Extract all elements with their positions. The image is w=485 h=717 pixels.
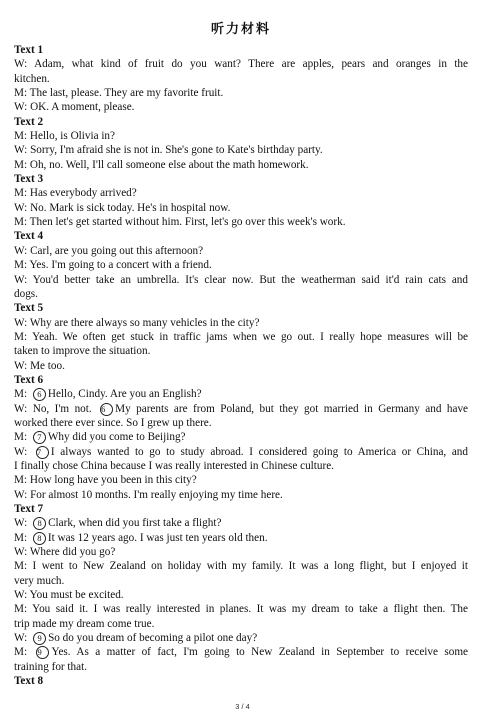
speaker-label: M: bbox=[14, 158, 28, 171]
dialogue-text: Yes. As a matter of fact, I'm going to New Zealand in September to receive some bbox=[51, 646, 468, 659]
transcript-line bbox=[14, 330, 468, 344]
transcript-line bbox=[14, 359, 468, 373]
section-heading bbox=[14, 172, 468, 186]
section-heading-text: Text 2 bbox=[14, 115, 44, 128]
speaker-label: W: bbox=[14, 58, 28, 71]
section-heading bbox=[14, 301, 468, 315]
transcript-line bbox=[14, 387, 468, 401]
transcript-line bbox=[14, 215, 468, 229]
speaker-label: M: bbox=[14, 474, 28, 487]
dialogue-text: Where did you go? bbox=[29, 546, 116, 559]
dialogue-text: I finally chose China because I was really interested in Chinese culture. bbox=[14, 459, 334, 472]
section-heading bbox=[14, 502, 468, 516]
dialogue-text: Why are there always so many vehicles in the city? bbox=[29, 316, 260, 329]
speaker-label: M: bbox=[14, 646, 28, 659]
dialogue-text: No, I'm not. bbox=[32, 402, 92, 415]
dialogue-text: Sorry, I'm afraid she is not in. She's gone to Kate's birthday party. bbox=[30, 144, 323, 157]
dialogue-text: trip made my dream come true. bbox=[14, 617, 155, 630]
dialogue-text: The last, please. They are my favorite fruit. bbox=[29, 87, 224, 100]
section-heading-text: Text 3 bbox=[14, 173, 44, 186]
transcript-line bbox=[14, 201, 468, 215]
dialogue-text: Yes. I'm going to a concert with a friend. bbox=[29, 259, 212, 272]
dialogue-text: No. Mark is sick today. He's in hospital now. bbox=[30, 201, 231, 214]
dialogue-text: Yeah. We often get stuck in traffic jams when we go out. I really hope measures will be bbox=[32, 330, 469, 343]
speaker-label: M: bbox=[14, 130, 28, 143]
dialogue-text: kitchen. bbox=[14, 72, 50, 85]
question-marker-icon: 7 bbox=[36, 446, 49, 459]
speaker-label: W: bbox=[14, 101, 28, 114]
dialogue-text: taken to improve the situation. bbox=[14, 345, 151, 358]
speaker-label: W: bbox=[14, 144, 28, 157]
dialogue-text: You'd better take an umbrella. It's clear now. But the weatherman said it'd rain cats and bbox=[32, 273, 468, 286]
speaker-label: W: bbox=[14, 488, 28, 501]
transcript-line bbox=[14, 143, 468, 157]
transcript-line bbox=[14, 445, 468, 459]
section-heading bbox=[14, 43, 468, 57]
dialogue-text: How long have you been in this city? bbox=[29, 474, 197, 487]
section-heading bbox=[14, 674, 468, 688]
dialogue-text: Hello, is Olivia in? bbox=[29, 130, 115, 143]
speaker-label: M: bbox=[14, 531, 28, 544]
transcript-line bbox=[14, 430, 468, 444]
dialogue-text: I always wanted to go to study abroad. I considered going to America or China, and bbox=[50, 445, 468, 458]
speaker-label: M: bbox=[14, 259, 28, 272]
speaker-label: W: bbox=[14, 273, 28, 286]
transcript-line bbox=[14, 402, 468, 416]
transcript-line bbox=[14, 516, 468, 530]
transcript-line bbox=[14, 602, 468, 616]
transcript-line bbox=[14, 459, 468, 473]
dialogue-text: Why did you come to Beijing? bbox=[47, 431, 186, 444]
dialogue-text: Me too. bbox=[30, 359, 65, 372]
question-marker-icon: 9 bbox=[36, 646, 49, 659]
dialogue-text: Has everybody arrived? bbox=[29, 187, 137, 200]
speaker-label: M: bbox=[14, 388, 28, 401]
speaker-label: W: bbox=[14, 244, 28, 257]
transcript-line bbox=[14, 416, 468, 430]
transcript-line bbox=[14, 588, 468, 602]
section-heading bbox=[14, 229, 468, 243]
dialogue-text: My parents are from Poland, but they got married in Germany and have bbox=[115, 402, 469, 415]
transcript-line bbox=[14, 631, 468, 645]
speaker-label: W: bbox=[14, 546, 28, 559]
speaker-label: M: bbox=[14, 187, 28, 200]
transcript-line bbox=[14, 158, 468, 172]
speaker-label: W: bbox=[14, 359, 28, 372]
dialogue-text: For almost 10 months. I'm really enjoying my time here. bbox=[30, 488, 283, 501]
section-heading-text: Text 8 bbox=[14, 675, 44, 688]
question-marker-icon: 7 bbox=[33, 431, 46, 444]
question-marker-icon: 9 bbox=[33, 632, 46, 645]
page-number: 3 / 4 bbox=[235, 702, 250, 711]
dialogue-text: You said it. I was really interested in planes. It was my dream to take a flight then. The bbox=[32, 603, 468, 616]
dialogue-text: So do you dream of becoming a pilot one day? bbox=[48, 632, 258, 645]
transcript-line bbox=[14, 645, 468, 659]
transcript-line bbox=[14, 100, 468, 114]
transcript-line bbox=[14, 129, 468, 143]
dialogue-text: Carl, are you going out this afternoon? bbox=[30, 244, 204, 257]
speaker-label: M: bbox=[14, 330, 28, 343]
question-marker-icon: 8 bbox=[33, 532, 46, 545]
dialogue-text: very much. bbox=[14, 574, 65, 587]
transcript-line bbox=[14, 273, 468, 287]
dialogue-text: Then let's get started without him. First, let's go over this week's work. bbox=[29, 216, 346, 229]
speaker-label: M: bbox=[14, 603, 28, 616]
dialogue-text: You must be excited. bbox=[29, 589, 124, 602]
transcript-line bbox=[14, 488, 468, 502]
section-heading bbox=[14, 115, 468, 129]
question-marker-icon: 8 bbox=[33, 517, 46, 530]
speaker-label: W: bbox=[14, 517, 28, 530]
speaker-label: W: bbox=[14, 316, 28, 329]
speaker-label: W: bbox=[14, 445, 28, 458]
speaker-label: W: bbox=[14, 201, 28, 214]
speaker-label: M: bbox=[14, 431, 28, 444]
speaker-label: M: bbox=[14, 216, 28, 229]
dialogue-text: OK. A moment, please. bbox=[30, 101, 135, 114]
dialogue-text: It was 12 years ago. I was just ten years old then. bbox=[47, 531, 268, 544]
transcript-line bbox=[14, 57, 468, 71]
section-heading-text: Text 1 bbox=[14, 44, 44, 56]
section-heading bbox=[14, 373, 468, 387]
speaker-label: M: bbox=[14, 560, 28, 573]
section-heading-text: Text 5 bbox=[14, 302, 44, 315]
transcript-line bbox=[14, 617, 468, 631]
transcript-line bbox=[14, 531, 468, 545]
speaker-label: M: bbox=[14, 87, 28, 100]
transcript-line bbox=[14, 660, 468, 674]
transcript-line bbox=[14, 574, 468, 588]
transcript-line bbox=[14, 316, 468, 330]
speaker-label: W: bbox=[14, 632, 28, 645]
dialogue-text: Oh, no. Well, I'll call someone else about the math homework. bbox=[29, 158, 309, 171]
dialogue-text: worked there ever since. So I grew up there. bbox=[14, 416, 212, 429]
transcript-line bbox=[14, 344, 468, 358]
section-heading-text: Text 6 bbox=[14, 373, 44, 386]
transcript-line bbox=[14, 244, 468, 258]
dialogue-text: dogs. bbox=[14, 287, 38, 300]
transcript-line bbox=[14, 186, 468, 200]
transcript-line bbox=[14, 545, 468, 559]
transcript-line bbox=[14, 72, 468, 86]
question-marker-icon: 6 bbox=[100, 403, 113, 416]
transcript-line bbox=[14, 473, 468, 487]
section-heading-text: Text 7 bbox=[14, 503, 44, 515]
transcript-line bbox=[14, 258, 468, 272]
transcript-line bbox=[14, 86, 468, 100]
dialogue-text: Hello, Cindy. Are you an English? bbox=[47, 388, 202, 401]
transcript-body bbox=[14, 43, 468, 688]
transcript-line bbox=[14, 559, 468, 573]
dialogue-text: I went to New Zealand on holiday with my family. It was a long flight, but I enjoyed it bbox=[32, 560, 469, 573]
dialogue-text: Adam, what kind of fruit do you want? There are apples, pears and oranges in the bbox=[34, 58, 468, 71]
page-title: 听力材料 bbox=[210, 22, 271, 37]
transcript-line bbox=[14, 287, 468, 301]
dialogue-text: Clark, when did you first take a flight? bbox=[48, 517, 222, 530]
speaker-label: W: bbox=[14, 589, 28, 602]
dialogue-text: training for that. bbox=[14, 660, 88, 673]
question-marker-icon: 6 bbox=[33, 388, 46, 401]
section-heading-text: Text 4 bbox=[14, 230, 44, 243]
speaker-label: W: bbox=[14, 402, 28, 415]
